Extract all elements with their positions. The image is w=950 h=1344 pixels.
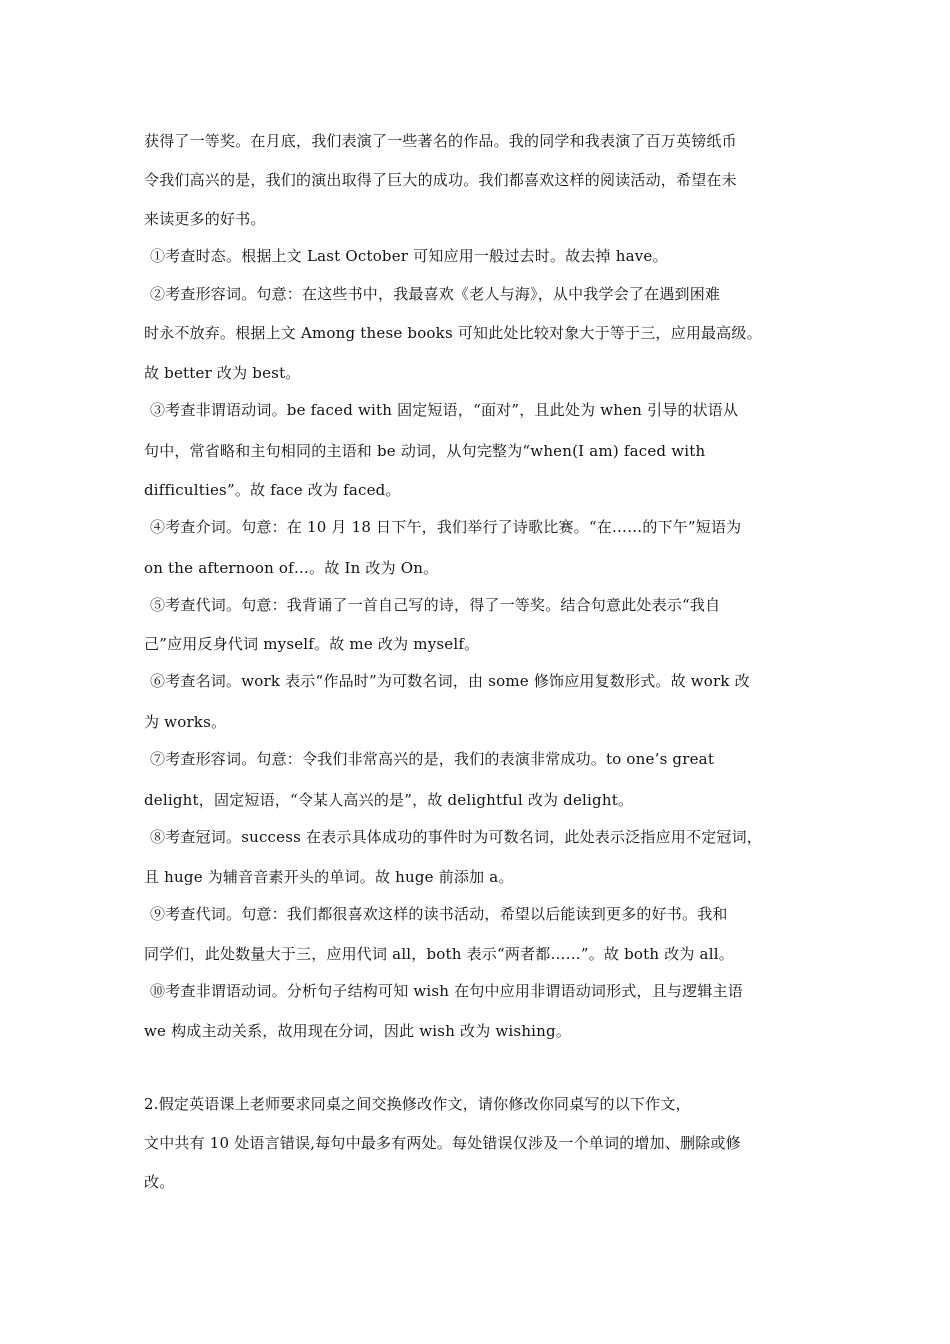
note-9: ⑨考查代词。句意：我们都很喜欢这样的读书活动，希望以后能读到更多的好书。我和: [150, 905, 728, 923]
text-line: 同学们，此处数量大于三，应用代词 all，both 表示“两者都……”。故 both 改为 all。: [144, 945, 734, 963]
text-line: 令我们高兴的是，我们的演出取得了巨大的成功。我们都喜欢这样的阅读活动，希望在未: [144, 171, 737, 189]
question-heading: 2.假定英语课上老师要求同桌之间交换修改作文，请你修改你同桌写的以下作文，: [144, 1095, 691, 1113]
note-6: ⑥考查名词。work 表示“作品时”为可数名词，由 some 修饰应用复数形式。故 work 改: [150, 672, 750, 690]
text-line: 来读更多的好书。: [144, 210, 266, 228]
text-line: 且 huge 为辅音音素开头的单词。故 huge 前添加 a。: [144, 868, 514, 886]
text-line: 为 works。: [144, 713, 227, 731]
text-line: delight，固定短语，“令某人高兴的是”，故 delightful 改为 delight。: [144, 791, 634, 809]
note-7: ⑦考查形容词。句意：令我们非常高兴的是，我们的表演非常成功。to one’s great: [150, 750, 715, 768]
question-text: 文中共有 10 处语言错误,每句中最多有两处。每处错误仅涉及一个单词的增加、删除或修: [144, 1134, 741, 1152]
note-3: ③考查非谓语动词。be faced with 固定短语，“面对”，且此处为 when 引导的状语从: [150, 401, 739, 419]
text-line: on the afternoon of…。故 In 改为 On。: [144, 559, 439, 577]
text-line: 己”应用反身代词 myself。故 me 改为 myself。: [144, 635, 480, 653]
text-line: difficulties”。故 face 改为 faced。: [144, 481, 401, 499]
text-line: we 构成主动关系，故用现在分词，因此 wish 改为 wishing。: [144, 1022, 572, 1040]
question-text: 改。: [144, 1173, 175, 1191]
text-line: 获得了一等奖。在月底，我们表演了一些著名的作品。我的同学和我表演了百万英镑纸币: [144, 132, 737, 150]
text-line: 时永不放弃。根据上文 Among these books 可知此处比较对象大于等于三，应用最高级。: [144, 324, 762, 342]
note-10: ⑩考查非谓语动词。分析句子结构可知 wish 在句中应用非谓语动词形式，且与逻辑主语: [150, 982, 743, 1000]
note-8: ⑧考查冠词。success 在表示具体成功的事件时为可数名词，此处表示泛指应用不定冠词，: [150, 828, 763, 846]
note-1: ①考查时态。根据上文 Last October 可知应用一般过去时。故去掉 have。: [150, 247, 668, 265]
note-2: ②考查形容词。句意：在这些书中，我最喜欢《老人与海》，从中我学会了在遇到困难: [150, 285, 721, 303]
note-5: ⑤考查代词。句意：我背诵了一首自己写的诗，得了一等奖。结合句意此处表示“我自: [150, 596, 721, 614]
text-line: 故 better 改为 best。: [144, 364, 301, 382]
text-line: 句中，常省略和主句相同的主语和 be 动词，从句完整为“when(I am) faced with: [144, 442, 706, 460]
note-4: ④考查介词。句意：在 10 月 18 日下午，我们举行了诗歌比赛。“在……的下午”短语为: [150, 518, 742, 536]
